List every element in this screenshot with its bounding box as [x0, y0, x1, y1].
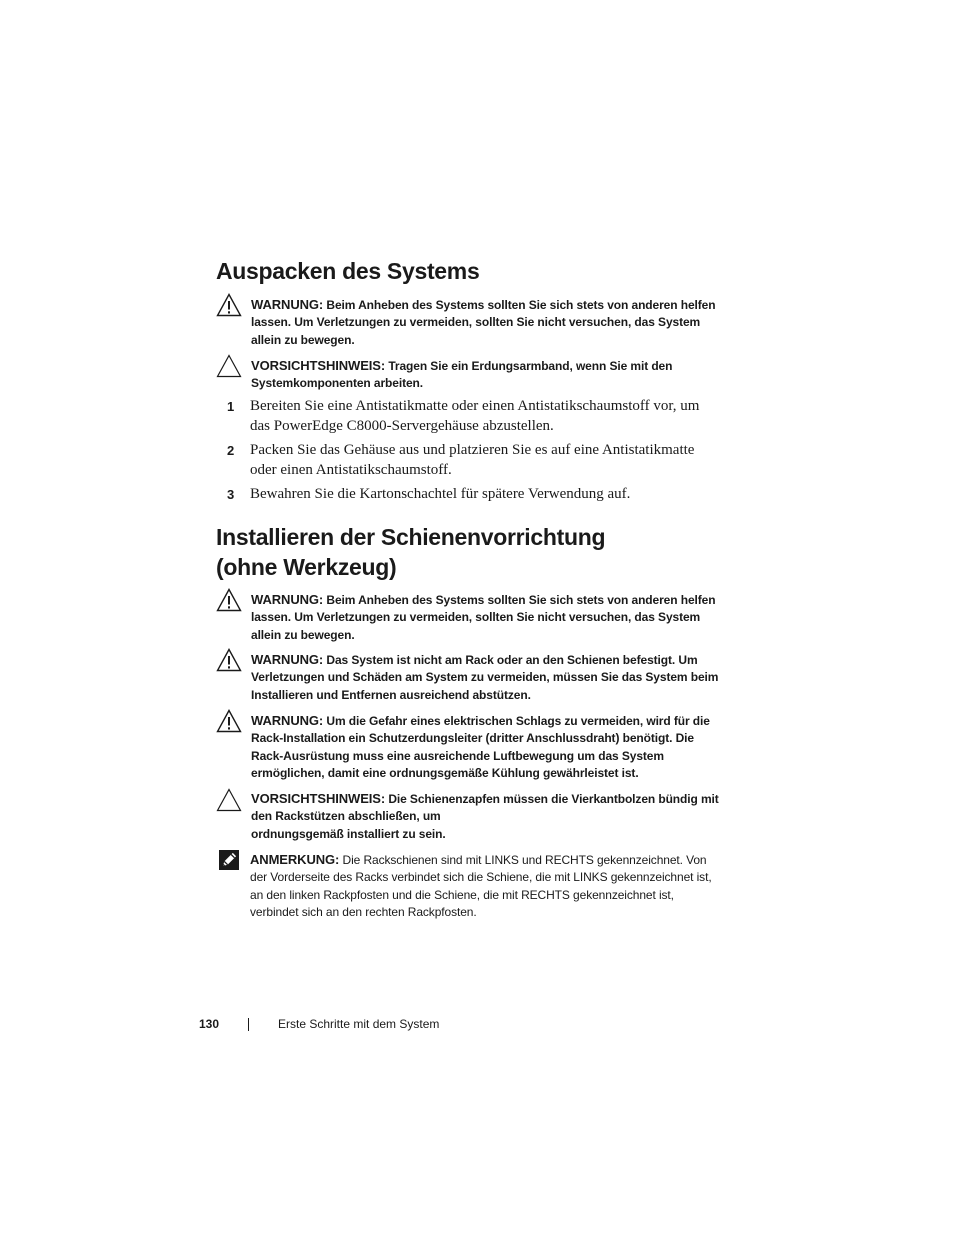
warning-text: Beim Anheben des Systems sollten Sie sich stets von anderen helfen lassen. Um Verletzungen zu vermeiden, sollten Sie nicht versuchen, das System allein zu bewegen. — [251, 298, 716, 347]
caution-icon — [216, 354, 242, 383]
footer-title: Erste Schritte mit dem System — [278, 1017, 440, 1031]
warning-icon — [216, 709, 242, 738]
step-text: Bereiten Sie eine Antistatikmatte oder einen Antistatikschaumstoff vor, um das PowerEdge C8000-Servergehäuse abzustellen. — [250, 398, 700, 434]
footer-divider — [248, 1018, 249, 1031]
note — [250, 851, 718, 922]
note-text: Die Rackschienen sind mit LINKS und RECHTS gekennzeichnet. Von der Vorderseite des Racks verbindet sich die Schiene, die mit LINKS gekennzeichnet ist, an den linken Rackpfosten und die Schiene, die mit RECHTS gekennzeichnet ist, verbindet sich an den rechten Rackpfosten. — [250, 853, 712, 920]
caution-notice — [251, 790, 723, 843]
caution-text: Tragen Sie ein Erdungsarmband, wenn Sie mit den Systemkomponenten arbeiten. — [251, 359, 673, 391]
warning-label: WARNUNG: — [251, 713, 324, 728]
warning-text: Um die Gefahr eines elektrischen Schlags zu vermeiden, wird für die Rack-Installation ein Schutzerdungsleiter (dritter Anschlussdraht) benötigt. Die Rack-Ausrüstung muss eine ausreichende Luftbewegung um das System ermöglichen, damit eine ordnungsgemäße Kühlung gewährleistet ist. — [251, 714, 710, 781]
warning-notice — [251, 651, 723, 704]
caution-icon — [216, 788, 242, 817]
note-pencil-icon — [218, 849, 240, 876]
step-text: Bewahren Sie die Kartonschachtel für spätere Verwendung auf. — [250, 486, 631, 502]
warning-label: WARNUNG: — [251, 592, 324, 607]
note-label: ANMERKUNG: — [250, 852, 340, 867]
caution-notice — [251, 357, 723, 393]
caution-text: ordnungsgemäß installiert zu sein. — [251, 826, 446, 841]
section-heading-rail-installation — [216, 522, 605, 582]
step-number: 1 — [227, 399, 235, 414]
warning-text: Beim Anheben des Systems sollten Sie sich stets von anderen helfen lassen. Um Verletzungen zu vermeiden, sollten Sie nicht versuchen, das System allein zu bewegen. — [251, 593, 716, 642]
caution-label: VORSICHTSHINWEIS: — [251, 358, 386, 373]
page-number: 130 — [199, 1017, 220, 1031]
warning-notice — [251, 296, 723, 349]
warning-text: Das System ist nicht am Rack oder an den Schienen befestigt. Um Verletzungen und Schäden am System zu vermeiden, müssen Sie das System beim Installieren und Entfernen ausreichend abstützen. — [251, 653, 719, 702]
heading-line: Installieren der Schienenvorrichtung — [216, 524, 606, 550]
warning-notice — [251, 591, 723, 644]
step-number: 2 — [227, 443, 235, 458]
warning-label: WARNUNG: — [251, 297, 324, 312]
step-number: 3 — [227, 487, 235, 502]
section-heading-unpacking: Auspacken des Systems — [216, 258, 480, 284]
warning-notice — [251, 712, 723, 783]
warning-icon — [216, 588, 242, 617]
caution-text: Die Schienenzapfen müssen die Vierkantbolzen bündig mit den Rackstützen abschließen, um — [251, 792, 719, 824]
heading-line: (ohne Werkzeug) — [216, 554, 397, 580]
step-text: Packen Sie das Gehäuse aus und platzieren Sie es auf eine Antistatikmatte oder einen Antistatikschaumstoff. — [250, 442, 695, 478]
warning-icon — [216, 293, 242, 322]
caution-label: VORSICHTSHINWEIS: — [251, 791, 386, 806]
warning-label: WARNUNG: — [251, 652, 324, 667]
warning-icon — [216, 648, 242, 677]
